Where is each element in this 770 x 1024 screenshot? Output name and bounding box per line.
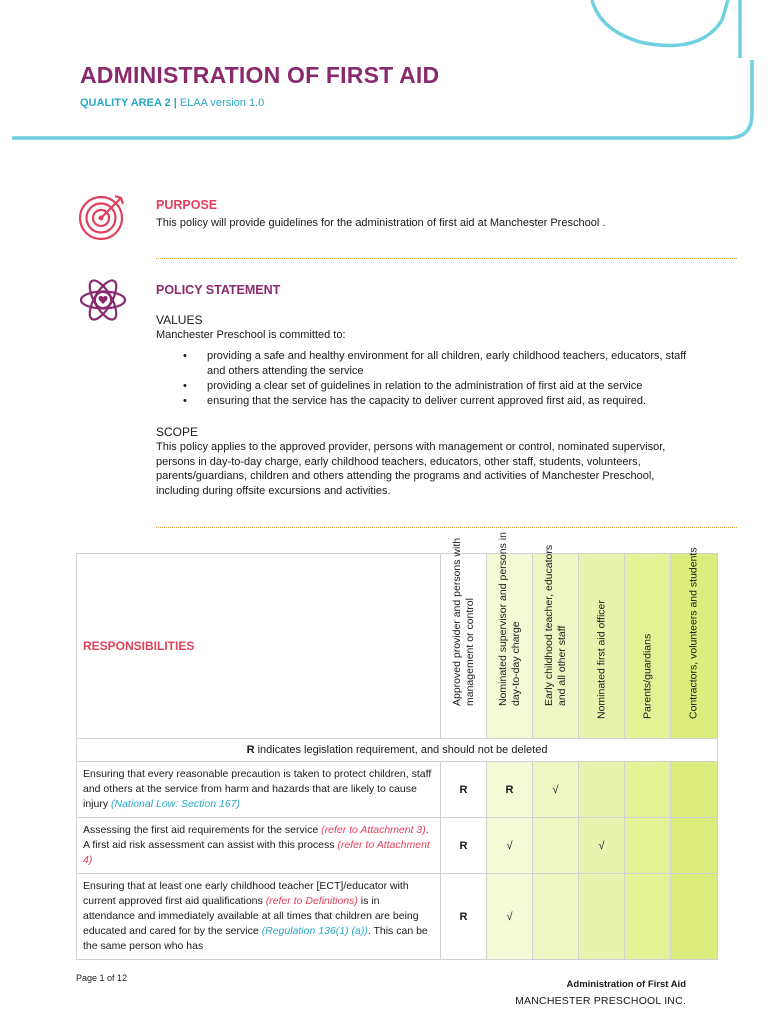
target-icon	[77, 190, 129, 242]
table-cell	[579, 762, 625, 818]
responsibilities-table	[76, 532, 718, 960]
row-description: Assessing the first aid requirements for the service (refer to Attachment 3). A first aid risk assessment can assist with this process (refer to Attachment 4)	[77, 818, 441, 874]
values-list	[156, 349, 696, 409]
page-title: ADMINISTRATION OF FIRST AID	[80, 62, 440, 88]
column-header: Contractors, volunteers and students	[671, 554, 718, 739]
scope-heading: SCOPE	[156, 425, 199, 439]
quality-area: QUALITY AREA 2 |	[80, 97, 177, 109]
table-cell	[533, 874, 579, 960]
table-row	[77, 818, 718, 874]
footer-doc-title: Administration of First Aid	[566, 979, 686, 990]
footer-org: MANCHESTER PRESCHOOL INC.	[515, 995, 686, 1007]
table-cell	[671, 762, 718, 818]
values-intro: Manchester Preschool is committed to:	[156, 329, 346, 341]
atom-heart-icon	[78, 274, 128, 326]
column-header: Approved provider and persons with management or control	[441, 554, 487, 739]
legend: R indicates legislation requirement, and should not be deleted	[77, 739, 718, 762]
list-item: • ensuring that the service has the capacity to deliver current approved first aid, as required.	[156, 394, 696, 409]
table-row	[77, 762, 718, 818]
purpose-text: This policy will provide guidelines for the administration of first aid at Manchester Preschool .	[156, 217, 606, 229]
table-cell	[533, 818, 579, 874]
divider	[156, 527, 737, 528]
table-cell	[625, 818, 671, 874]
page-number: Page 1 of 12	[76, 973, 128, 983]
responsibilities-heading: RESPONSIBILITIES	[77, 554, 441, 739]
list-item: • providing a clear set of guidelines in relation to the administration of first aid at the service	[156, 379, 696, 394]
table-cell	[671, 874, 718, 960]
row-description: Ensuring that every reasonable precaution is taken to protect children, staff and others at the service from harm and hazards that are likely to cause injury (National Low: Section 167)	[77, 762, 441, 818]
divider	[156, 258, 737, 259]
row-description: Ensuring that at least one early childhood teacher [ECT]/educator with current approved first aid qualifications (refer to Definitions) is in attendance and immediately available at all times that children are being educated and cared for by the service (Regulation 136(1) (a)). This can be the same person who has	[77, 874, 441, 960]
policy-heading: POLICY STATEMENT	[156, 283, 281, 297]
table-cell: √	[487, 818, 533, 874]
page-subtitle	[80, 97, 264, 109]
purpose-heading: PURPOSE	[156, 198, 218, 212]
column-header: Parents/guardians	[625, 554, 671, 739]
table-cell: R	[441, 818, 487, 874]
values-heading: VALUES	[156, 313, 203, 327]
table-cell: R	[487, 762, 533, 818]
column-header: Early childhood teacher, educators and all other staff	[533, 554, 579, 739]
table-cell: R	[441, 762, 487, 818]
table-cell: √	[533, 762, 579, 818]
table-cell	[625, 874, 671, 960]
table-cell	[671, 818, 718, 874]
table-cell: √	[579, 818, 625, 874]
version: ELAA version 1.0	[179, 97, 265, 109]
table-cell: R	[441, 874, 487, 960]
scope-text: This policy applies to the approved provider, persons with management or control, nominated supervisor, persons in day-to-day charge, early childhood teachers, educators, other staff, students, volunteers, parents/guardians, children and others attending the programs and activities of Manchester Preschool, including during offsite excursions and activities.	[156, 441, 666, 497]
table-cell	[579, 874, 625, 960]
table-row	[77, 874, 718, 960]
column-header: Nominated first aid officer	[579, 554, 625, 739]
column-header: Nominated supervisor and persons in day-to-day charge	[487, 554, 533, 739]
list-item: • providing a safe and healthy environment for all children, early childhood teachers, educators, staff and others attending the service	[156, 349, 696, 379]
table-cell: √	[487, 874, 533, 960]
table-cell	[625, 762, 671, 818]
